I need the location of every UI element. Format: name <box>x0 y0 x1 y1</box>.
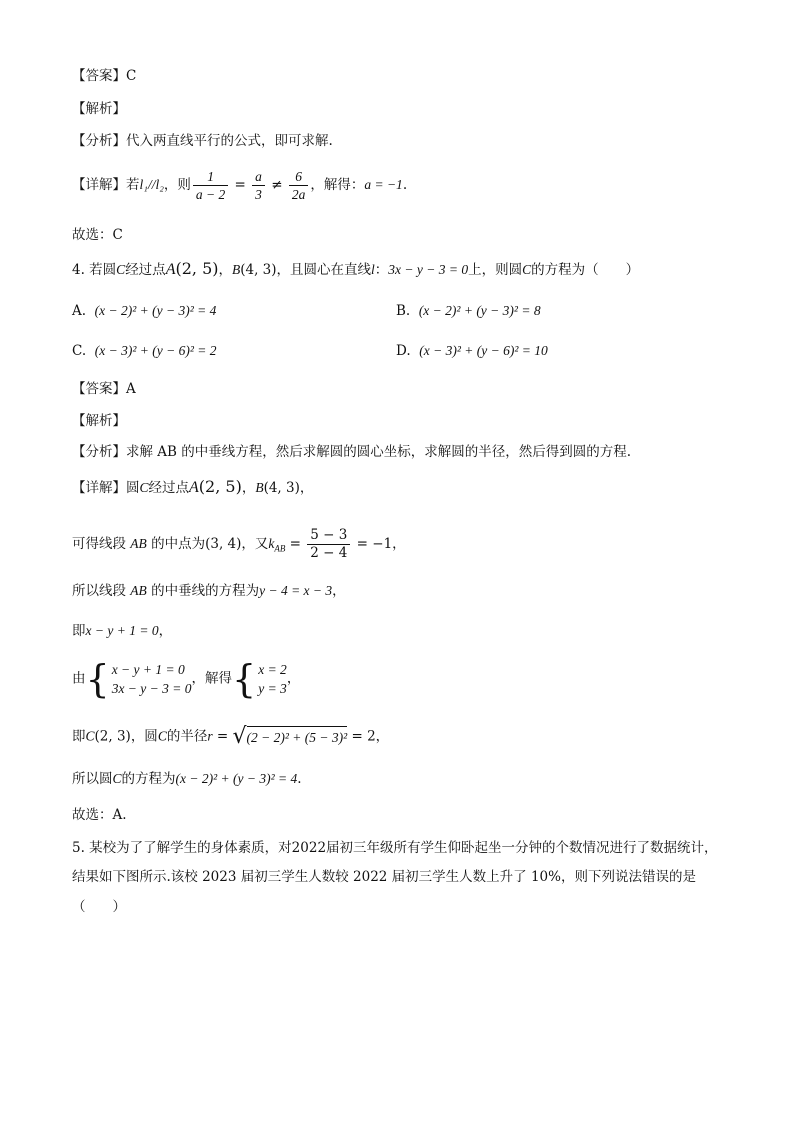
q4-stem-d: 上，则圆 <box>468 262 523 278</box>
q4-stem-line: 3x − y − 3 = 0 <box>388 262 469 277</box>
q4-sys-line1: x − y + 1 = 0 <box>111 662 185 677</box>
q4-option-a-expr: (x − 2)² + (y − 3)² = 4 <box>94 303 217 318</box>
q4-step1-a: 可得线段 <box>72 536 126 552</box>
q3-frac-3: $\frac{6}{2a}$ <box>289 168 309 203</box>
q4-step2-a: 所以线段 <box>72 583 126 599</box>
q4-step5: 即C(2, 3)，圆C的半径r = √(2 − 2)² + (5 − 3)² = 2， <box>72 724 390 749</box>
q4-option-c-label: C. <box>72 343 87 359</box>
q4-analysis-tag: 【解析】 <box>72 413 126 429</box>
q4-detail: 【详解】圆C经过点A(2, 5)，B(4, 3)， <box>72 477 314 496</box>
q4-option-d-expr: (x − 3)² + (y − 6)² = 10 <box>419 343 548 358</box>
q3-detail-cond: l₁//l₂ <box>139 177 164 192</box>
q4-slope-frac: $\frac{5 - 3}{2 - 4}$ <box>307 527 350 562</box>
q4-step6: 所以圆C的方程为(x − 2)² + (y − 3)² = 4. <box>72 771 302 787</box>
q3-detail: 【详解】若l₁//l₂，则 $\frac{1}{a - 2}$ = $\frac{a}{3}$ ≠ $\frac{6}{2a}$ ，解得：a = −1. <box>72 169 408 202</box>
q3-frac-1: $\frac{1}{a - 2}$ <box>193 168 228 203</box>
q4-step4: 由{ x − y + 1 = 0 3x − y − 3 = 0，解得{ x = 2 y = 3， <box>72 657 301 701</box>
q4-option-b-expr: (x − 2)² + (y − 3)² = 8 <box>418 303 541 318</box>
q4-detail-mid: 经过点 <box>148 480 190 496</box>
q4-option-c-expr: (x − 3)² + (y − 6)² = 2 <box>94 343 217 358</box>
q4-sys-line2: 3x − y − 3 = 0 <box>111 681 192 696</box>
q4-stem-a: 4. 若圆 <box>72 262 117 278</box>
q3-detail-result: a = −1 <box>364 177 403 192</box>
q3-fenxi: 【分析】代入两直线平行的公式，即可求解. <box>72 133 333 149</box>
q5-stem-line3: （ ） <box>72 899 126 915</box>
q4-step5-b: ，圆 <box>130 728 158 745</box>
q4-radius-sqrt: √(2 − 2)² + (5 − 3)² <box>232 724 348 749</box>
q4-step4-b: ，解得 <box>191 670 233 687</box>
q4-step3-a: 即 <box>72 623 86 639</box>
q4-step6-eq: (x − 2)² + (y − 3)² = 4 <box>175 771 298 786</box>
q4-stem-e: 的方程为（ ） <box>531 262 640 278</box>
q4-sol-line2: y = 3 <box>258 681 287 696</box>
q4-step2-b: 的中垂线的方程为 <box>151 583 260 599</box>
q3-analysis-tag: 【解析】 <box>72 101 126 117</box>
q3-choose: 故选：C <box>72 227 123 243</box>
q4-step3-eq: x − y + 1 = 0 <box>85 623 159 638</box>
q3-detail-then: ，则 <box>163 177 191 193</box>
q3-detail-solve: ，解得： <box>310 177 365 193</box>
q4-option-b-label: B. <box>396 303 411 319</box>
q4-stem-b: 经过点 <box>125 262 166 278</box>
q4-step2: 所以线段 AB 的中垂线的方程为y − 4 = x − 3， <box>72 583 346 599</box>
q4-stem-c: ，且圆心在直线 <box>276 262 372 278</box>
q5-stem-line1: 5. 某校为了了解学生的身体素质，对2022届初三年级所有学生仰卧起坐一分钟的个数情况进行了数据统计， <box>72 840 718 856</box>
q4-answer: 【答案】A <box>72 381 136 397</box>
q4-step1-c: ，又 <box>241 536 269 552</box>
q4-option-d-label: D. <box>396 343 411 359</box>
q4-step5-a: 即 <box>72 728 86 745</box>
q3-frac-2: $\frac{a}{3}$ <box>252 168 265 203</box>
q3-answer: 【答案】C <box>72 68 137 84</box>
q4-stem: 4. 若圆C经过点A(2, 5)，B(4, 3)，且圆心在直线l：3x − y − 3 = 0上，则圆C的方程为（ ） <box>72 259 640 278</box>
q5-stem-line2: 结果如下图所示.该校 2023 届初三学生人数较 2022 届初三学生人数上升了 10%，则下列说法错误的是 <box>72 869 696 885</box>
q4-choose: 故选：A. <box>72 807 127 823</box>
q4-sol-line1: x = 2 <box>258 662 287 677</box>
q4-detail-prefix: 【详解】圆 <box>72 480 140 496</box>
q4-fenxi: 【分析】求解 AB 的中垂线方程，然后求解圆的圆心坐标，求解圆的半径，然后得到圆的方程. <box>72 444 632 460</box>
q4-step2-eq: y − 4 = x − 3 <box>259 583 333 598</box>
q4-step1-b: 的中点为 <box>151 536 206 552</box>
q4-step6-a: 所以圆 <box>72 771 113 787</box>
q4-option-b[interactable] <box>396 301 541 321</box>
q3-detail-prefix: 【详解】若 <box>72 177 140 193</box>
q4-step1: 可得线段 AB 的中点为(3, 4)，又$k_{AB}$ = $\frac{5 - 3}{2 - 4}$ = −1， <box>72 527 406 561</box>
q4-step6-b: 的方程为 <box>121 771 176 787</box>
q4-option-a-label: A. <box>72 303 87 319</box>
q4-step4-a: 由 <box>72 670 86 687</box>
q4-option-c[interactable] <box>72 341 217 361</box>
q4-step5-c: 的半径 <box>166 728 208 745</box>
q4-option-a[interactable] <box>72 301 216 321</box>
q4-step3: 即x − y + 1 = 0， <box>72 623 173 639</box>
q4-option-d[interactable] <box>396 341 548 361</box>
